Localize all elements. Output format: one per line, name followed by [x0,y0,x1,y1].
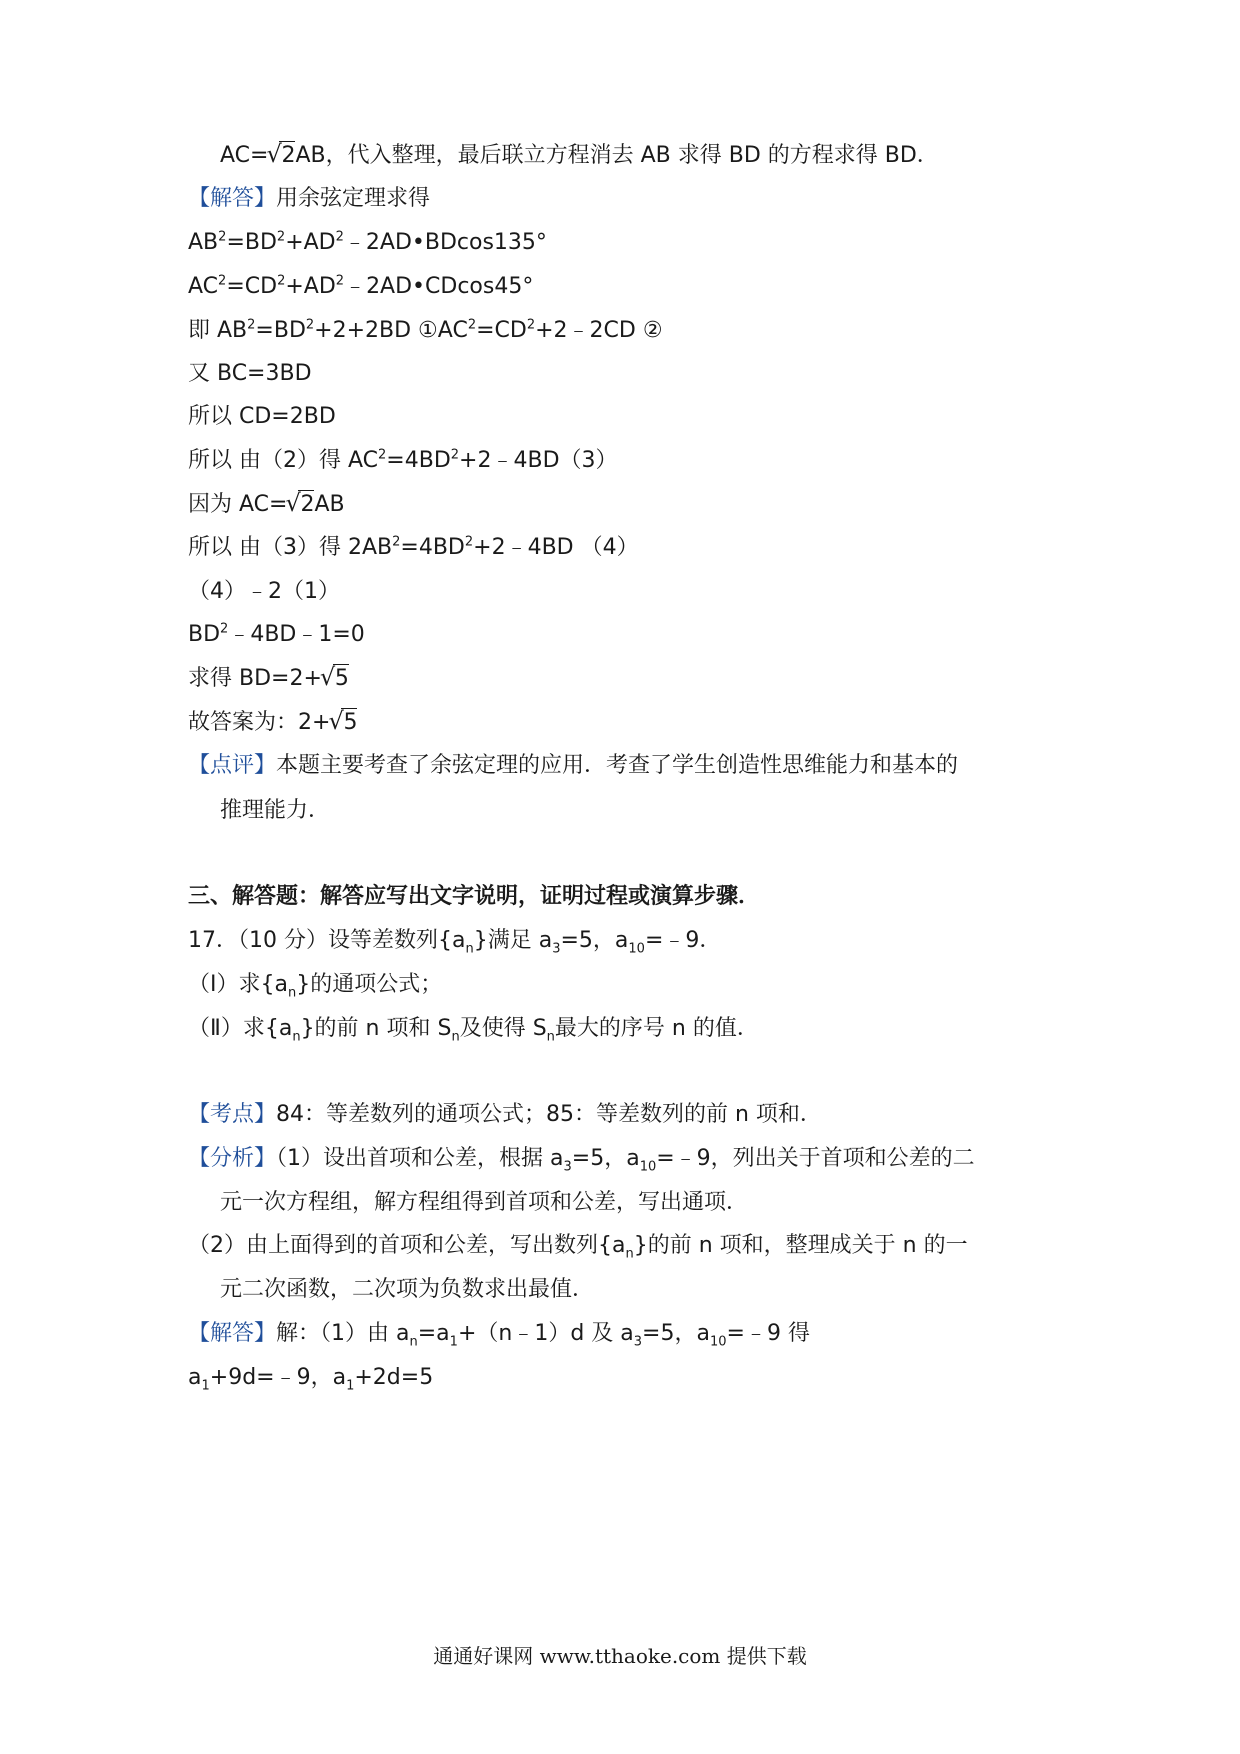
text-run: AB，代入整理，最后联立方程消去 AB 求得 BD 的方程求得 BD． [295,143,939,168]
equation-line: 即 $AB^2=BD^2+2+2BD$ $①AC^2=CD^2+2﹣2CD$ ② [188,317,663,343]
page-footer: 通通好课网 www.tthaoke.com 提供下载 [433,1644,807,1668]
sqrt-symbol: √ 5 [323,664,349,694]
text-line: 所以 CD=2BD [188,404,336,429]
text-line: 元一次方程组，解方程组得到首项和公差，写出通项． [220,1190,749,1215]
text-run: 用余弦定理求得 [276,186,431,211]
text-line [220,141,939,171]
section-title: 三、解答题：解答应写出文字说明，证明过程或演算步骤． [188,884,761,909]
text-line: 故答案为：2+√ 5 [188,708,357,738]
text-line: 又 BC=3BD [188,361,312,386]
problem-statement: 17．（10 分）设等差数列$\{a_n\}$满足 $a_3=5$，$a_{10}=﹣9$． [188,928,722,957]
section-tag: 【解答】 [188,186,277,211]
sqrt-symbol: √ 2 [269,141,295,171]
problem-part-2: （Ⅱ）求$\{a_n\}$的前 n 项和 $S_n$及使得 $S_n$最大的序号 n 的值． [188,1016,759,1045]
analysis-heading: 【分析】（1）设出首项和公差，根据 $a_3=5$，$a_{10}=﹣9$，列出关于首项和公差的二 [188,1146,975,1175]
text-run: AC= [220,143,269,168]
equation-line: $BD^2﹣4BD﹣1=0$ [188,621,365,647]
sqrt-symbol: √ 2 [288,490,314,520]
answer-heading [188,184,430,214]
section-tag: 【考点】 [188,1102,277,1127]
solution-heading: 【解答】解：（1）由 $a_n=a_1+(n﹣1)d$ 及 $a_3=5$，$a_{10}=﹣9$ 得 [188,1321,810,1350]
text-line: 因为 AC=√ 2AB [188,490,345,520]
text-line: 元二次函数，二次项为负数求出最值． [220,1277,595,1302]
equation-line: 所以 由（2）得 $AC^2=4BD^2+2﹣4BD(3)$ [188,447,618,473]
text-line: 求得 BD=2+√ 5 [188,664,349,694]
text-line: （4）﹣2（1） [188,579,340,604]
equation-line: $a_1+9d=﹣9$，$a_1+2d=5$ [188,1365,434,1394]
text-line: 推理能力． [220,798,331,823]
comment-heading: 【点评】本题主要考查了余弦定理的应用．考查了学生创造性思维能力和基本的 [188,753,959,778]
section-tag: 【点评】 [188,753,277,778]
equation-line: $AC^2=CD^2+AD^2﹣2AD•CDcos45^\circ$ [188,273,534,299]
section-tag: 【解答】 [188,1321,277,1346]
sqrt-symbol: √ 5 [331,708,357,738]
problem-part-1: （Ⅰ）求$\{a_n\}$的通项公式； [188,972,443,1001]
topic-heading: 【考点】84：等差数列的通项公式；85：等差数列的前 n 项和． [188,1102,822,1127]
equation-line: $AB^2=BD^2+AD^2﹣2AD•BDcos135^\circ$ [188,229,547,255]
equation-line: 所以 由（3）得 $2AB^2=4BD^2+2﹣4BD$ （4） [188,534,639,560]
text-line: （2）由上面得到的首项和公差，写出数列$\{a_n\}$的前 n 项和，整理成关于 n 的一 [188,1233,968,1262]
section-tag: 【分析】 [188,1146,277,1171]
